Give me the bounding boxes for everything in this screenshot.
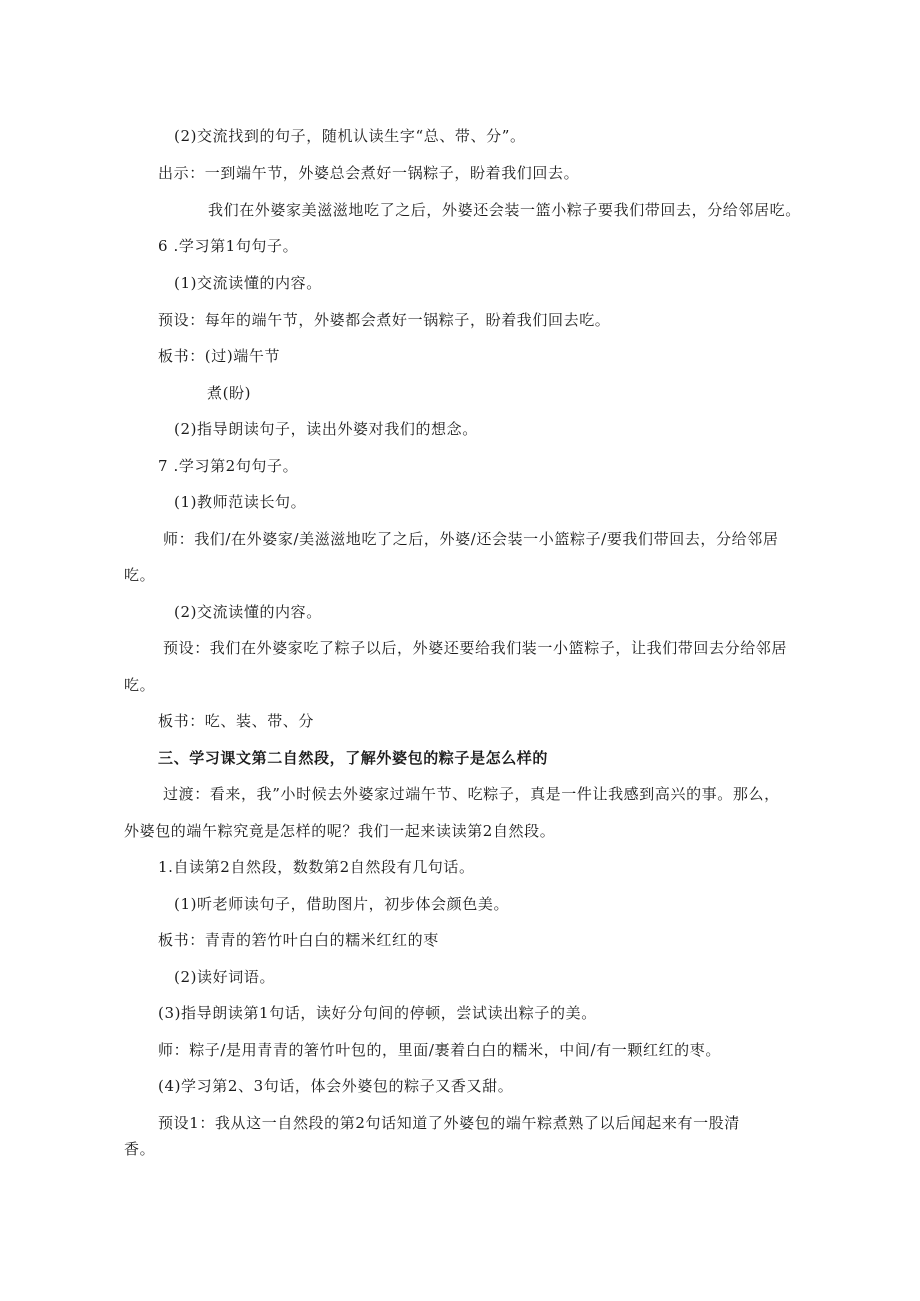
text-line: 板书：(过)端午节	[158, 347, 281, 365]
text-line: (4)学习第2、3句话，体会外婆包的粽子又香又甜。	[158, 1077, 514, 1095]
section-heading: 三、学习课文第二自然段，了解外婆包的粽子是怎么样的	[158, 749, 549, 767]
text-line: (2)交流读懂的内容。	[174, 603, 322, 621]
text-line: 预设1：我从这一自然段的第2句话知道了外婆包的端午粽煮熟了以后闻起来有一股清	[158, 1114, 740, 1132]
text-line: 师：粽子/是用青青的箸竹叶包的，里面/裹着白白的糯米，中间/有一颗红红的枣。	[158, 1041, 721, 1059]
list-item-heading: 1.自读第2自然段，数数第2自然段有几句话。	[158, 858, 475, 876]
text-line: 吃。	[124, 566, 156, 584]
text-line: 我们在外婆家美滋滋地吃了之后，外婆还会装一篮小粽子要我们带回去，分给邻居吃。	[208, 201, 801, 219]
text-line: (2)交流找到的句子，随机认读生字“总、带、分”。	[174, 127, 526, 145]
text-line: (1)交流读懂的内容。	[174, 274, 322, 292]
text-line: 师：我们/在外婆家/美滋滋地吃了之后，外婆/还会装一小篮粽子/要我们带回去，分给邻居	[163, 530, 779, 548]
text-line: 板书：吃、装、带、分	[158, 712, 315, 730]
text-line: (1)教师范读长句。	[174, 493, 307, 511]
text-line: 预设：我们在外婆家吃了粽子以后，外婆还要给我们装一小篮粽子，让我们带回去分给邻居	[163, 639, 788, 657]
text-line: 外婆包的端午粽究竟是怎样的呢？我们一起来读读第2自然段。	[124, 822, 556, 840]
text-line: 煮(盼)	[207, 384, 252, 402]
text-line: (2)指导朗读句子，读出外婆对我们的想念。	[174, 420, 478, 438]
text-line: 预设：每年的端午节，外婆都会煮好一锅粽子，盼着我们回去吃。	[158, 311, 611, 329]
text-line: (2)读好词语。	[174, 968, 276, 986]
list-item-heading: 6 .学习第1句句子。	[158, 237, 299, 255]
text-line: 过渡：看来，我”小时候去外婆家过端午节、吃粽子，真是一件让我感到高兴的事。那么，	[163, 785, 780, 803]
text-line: 板书：青青的箬竹叶白白的糯米红红的枣	[158, 931, 439, 949]
text-line: (3)指导朗读第1句话，读好分句间的停顿，尝试读出粽子的美。	[158, 1004, 597, 1022]
list-item-heading: 7 .学习第2句句子。	[158, 457, 299, 475]
text-line: 吃。	[124, 676, 156, 694]
text-line: 出示：一到端午节，外婆总会煮好一锅粽子，盼着我们回去。	[158, 164, 580, 182]
text-line: 香。	[124, 1140, 156, 1158]
text-line: (1)听老师读句子，借助图片，初步体会颜色美。	[174, 895, 510, 913]
